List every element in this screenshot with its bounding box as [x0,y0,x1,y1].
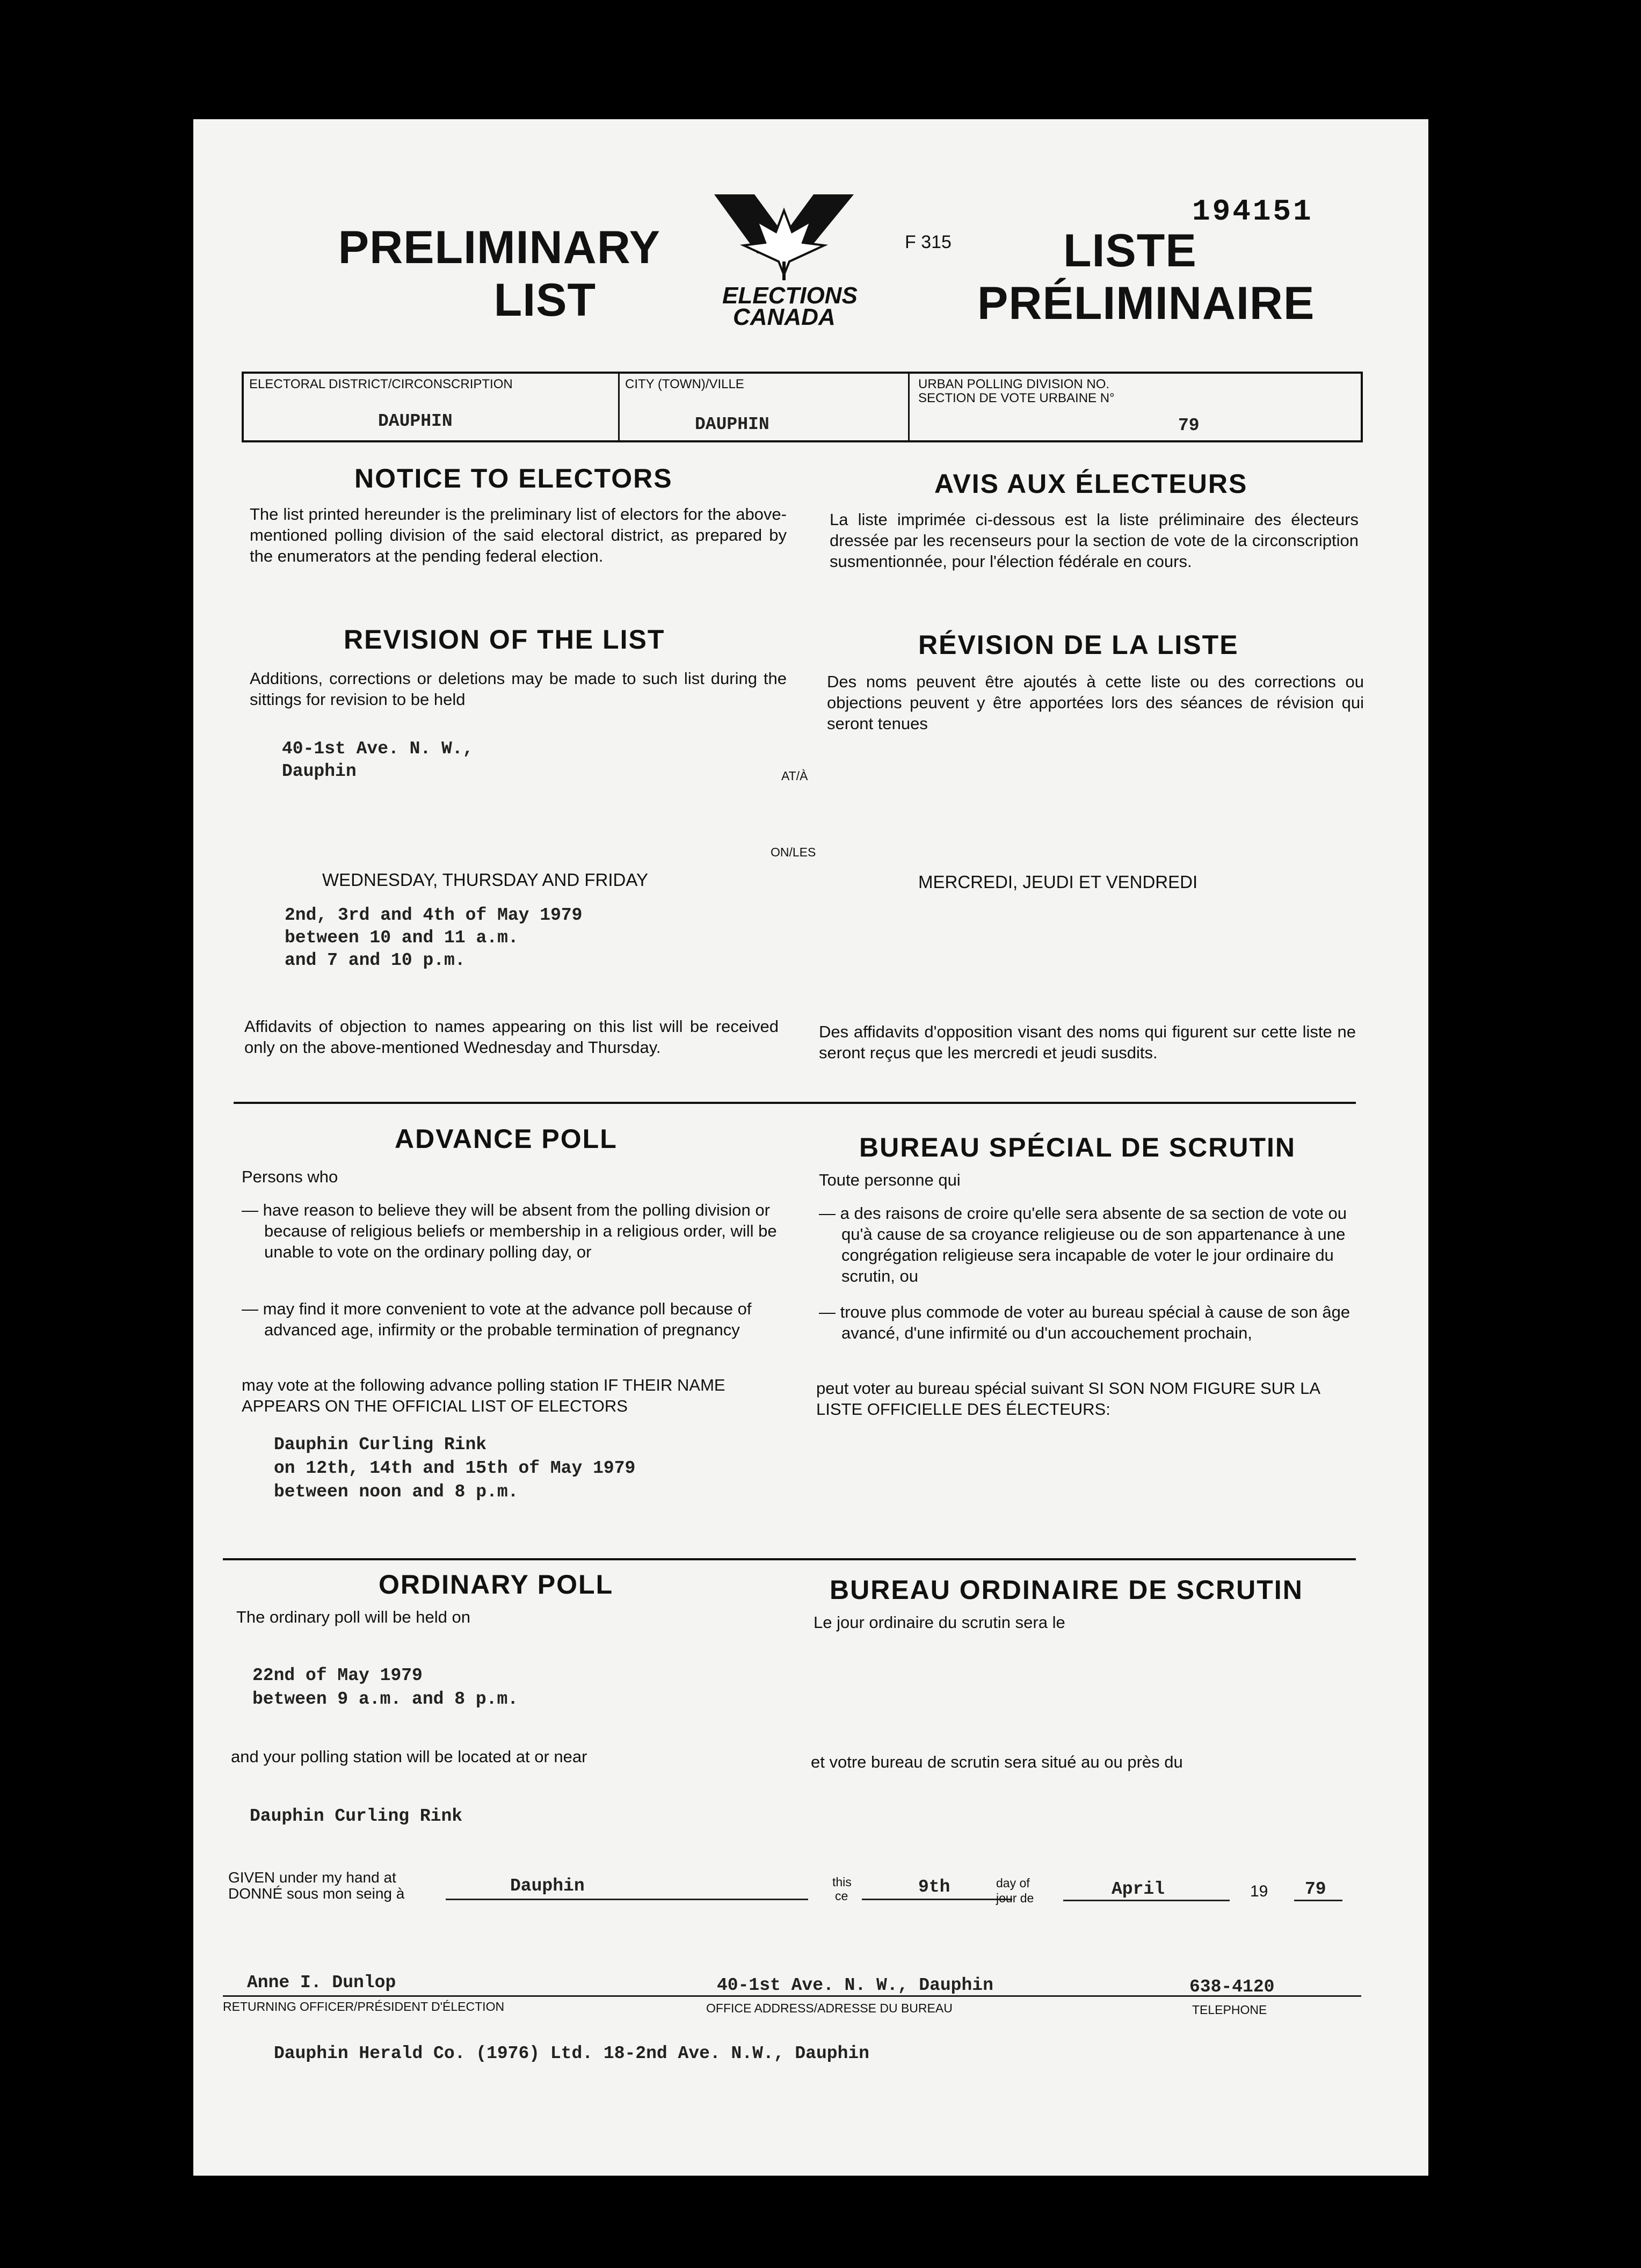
affidavit-en: Affidavits of objection to names appearing on this list will be received only on the above-mentioned Wednesday and Thursday. [244,1017,779,1057]
division-label-2: SECTION DE VOTE URBAINE N° [918,391,1115,405]
month-line [1063,1900,1230,1901]
advance-title-en: ADVANCE POLL [395,1124,618,1154]
revision-days-en: WEDNESDAY, THURSDAY AND FRIDAY [322,870,648,890]
revision-title-fr: RÉVISION DE LA LISTE [918,630,1239,660]
revision-text-en: Additions, corrections or deletions may be made to such list during the sittings for revision to be held [250,669,787,709]
revision-dates-line3: and 7 and 10 p.m. [285,950,466,970]
title-fr-line1: LISTE [1063,225,1197,277]
given-day: 9th [918,1877,950,1897]
notice-title-fr: AVIS AUX ÉLECTEURS [934,469,1248,499]
officer-name: Anne I. Dunlop [247,1973,396,1993]
on-label: ON/LES [771,845,816,859]
affidavit-fr: Des affidavits d'opposition visant des noms qui figurent sur cette liste ne seront reçus que les mercredi et jeudi susdits. [819,1022,1356,1062]
district-value: DAUPHIN [378,411,453,431]
office-label: OFFICE ADDRESS/ADRESSE DU BUREAU [706,2001,953,2015]
advance-location-line3: between noon and 8 p.m. [274,1482,519,1502]
title-en-line1: PRELIMINARY [338,222,660,273]
place-line [446,1899,808,1900]
notice-text-fr: La liste imprimée ci-dessous est la liste préliminaire des électeurs dressée par les recenseurs pour la section de vote de la circonscription susmentionnée, pour l'élection fédérale en cours. [830,510,1359,571]
given-year-suffix: 79 [1305,1879,1326,1899]
advance-closing-en: may vote at the following advance polling station IF THEIR NAME APPEARS ON THE OFFICIAL LIST OF ELECTORS [242,1376,725,1415]
given-year-prefix: 19 [1250,1882,1268,1900]
advance-item2-fr: — trouve plus commode de voter au bureau spécial à cause de son âge avancé, d'une infirmité ou d'un accouchement prochain, [819,1303,1350,1342]
serial-number: 194151 [1192,194,1313,229]
divider-2 [223,1558,1356,1560]
telephone-label: TELEPHONE [1192,2003,1267,2017]
given-this-fr: ce [835,1889,848,1903]
advance-title-fr: BUREAU SPÉCIAL DE SCRUTIN [859,1132,1296,1162]
given-label-fr: DONNÉ sous mon seing à [228,1885,405,1902]
divider-1 [234,1102,1356,1104]
info-box [242,372,1363,442]
city-cell [620,374,910,440]
officer-label: RETURNING OFFICER/PRÉSIDENT D'ÉLECTION [223,2000,505,2013]
title-fr-line2: PRÉLIMINAIRE [977,278,1315,329]
division-value: 79 [1178,416,1200,435]
printer-imprint: Dauphin Herald Co. (1976) Ltd. 18-2nd Ave. N.W., Dauphin [274,2044,869,2063]
given-dayof-fr: jour de [996,1891,1034,1905]
district-label: ELECTORAL DISTRICT/CIRCONSCRIPTION [249,377,513,391]
given-place: Dauphin [510,1876,585,1896]
revision-dates-line1: 2nd, 3rd and 4th of May 1979 [285,905,583,925]
revision-title-en: REVISION OF THE LIST [344,624,665,655]
telephone: 638-4120 [1189,1977,1275,1997]
year-line [1294,1900,1342,1901]
advance-location-line2: on 12th, 14th and 15th of May 1979 [274,1458,636,1478]
day-line [862,1899,1012,1900]
revision-text-fr: Des noms peuvent être ajoutés à cette liste ou des corrections ou objections peuvent y être apportées lors des séances de révision qui seront tenues [827,672,1364,733]
advance-closing-fr: peut voter au bureau spécial suivant SI SON NOM FIGURE SUR LA LISTE OFFICIELLE DES ÉLECTEURS: [816,1379,1320,1419]
ordinary-station-value: Dauphin Curling Rink [250,1806,463,1826]
form-number: F 315 [905,232,952,252]
city-label: CITY (TOWN)/VILLE [625,377,744,391]
given-dayof-en: day of [996,1876,1030,1890]
office-address: 40-1st Ave. N. W., Dauphin [717,1975,993,1995]
given-label-en: GIVEN under my hand at [228,1869,396,1886]
revision-address-line1: 40-1st Ave. N. W., [282,739,474,759]
elections-canada-logo [703,189,865,296]
advance-item1-fr: — a des raisons de croire qu'elle sera absente de sa section de vote ou qu'à cause de sa croyance religieuse ou de son appartenance à une congrégation religieuse sera incapable de voter le jour ordinaire du scrutin, ou [819,1204,1347,1285]
district-cell [244,374,620,440]
division-cell [915,374,1361,440]
ordinary-title-fr: BUREAU ORDINAIRE DE SCRUTIN [830,1575,1303,1605]
advance-intro-fr: Toute personne qui [819,1171,961,1189]
ordinary-station-en: and your polling station will be located at or near [231,1747,587,1766]
advance-intro-en: Persons who [242,1167,338,1186]
division-label-1: URBAN POLLING DIVISION NO. [918,377,1110,391]
advance-item2-en: — may find it more convenient to vote at the advance poll because of advanced age, infirmity or the probable termination of pregnancy [242,1299,752,1339]
revision-dates-line2: between 10 and 11 a.m. [285,928,519,948]
ordinary-date-line1: 22nd of May 1979 [252,1666,423,1685]
notice-text-en: The list printed hereunder is the preliminary list of electors for the above-mentioned polling division of the said electoral district, as prepared by the enumerators at the pending federal election. [250,505,787,565]
logo-text-2: CANADA [733,304,836,330]
logo-text-1: ELECTIONS [722,282,858,309]
ordinary-held-en: The ordinary poll will be held on [236,1608,470,1626]
advance-location-line1: Dauphin Curling Rink [274,1435,487,1455]
ordinary-held-fr: Le jour ordinaire du scrutin sera le [814,1613,1065,1632]
ordinary-title-en: ORDINARY POLL [379,1569,614,1600]
ordinary-station-fr: et votre bureau de scrutin sera situé au ou près du [811,1753,1183,1771]
title-en-line2: LIST [493,274,596,326]
given-month: April [1112,1879,1165,1899]
ordinary-date-line2: between 9 a.m. and 8 p.m. [252,1689,519,1709]
at-label: AT/À [781,769,808,783]
city-value: DAUPHIN [695,415,769,434]
revision-address-line2: Dauphin [282,761,357,781]
revision-days-fr: MERCREDI, JEUDI ET VENDREDI [918,872,1198,892]
advance-item1-en: — have reason to believe they will be absent from the polling division or because of religious beliefs or membership in a religious order, will be unable to vote on the ordinary polling day, or [242,1201,777,1261]
given-this-en: this [832,1875,852,1889]
document-page [193,119,1428,2176]
notice-title-en: NOTICE TO ELECTORS [354,463,673,493]
